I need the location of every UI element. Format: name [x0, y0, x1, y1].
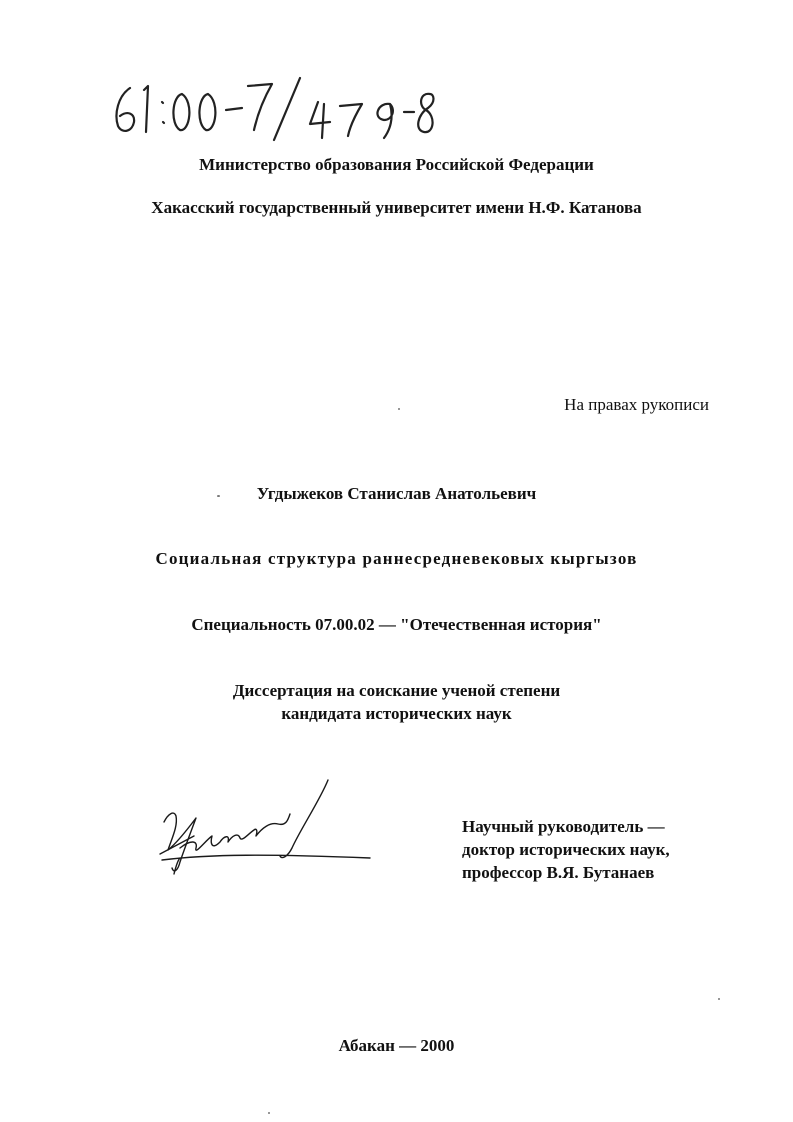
university-name: Хакасский государственный университет имени Н.Ф. Катанова	[151, 198, 642, 217]
dissertation-title: Социальная структура раннесредневековых кыргызов	[155, 549, 638, 568]
specialty-line: Специальность 07.00.02 — "Отечественная история"	[191, 615, 602, 634]
signature	[150, 770, 380, 880]
supervisor-line-3: профессор В.Я. Бутанаев	[462, 863, 655, 882]
author-name: Угдыжеков Станислав Анатольевич	[256, 484, 537, 503]
city-year: Абакан — 2000	[338, 1036, 455, 1055]
handwritten-archive-number	[108, 74, 438, 146]
manuscript-rights-note: На правах рукописи	[564, 395, 709, 414]
scan-speck	[398, 408, 400, 410]
scan-speck	[217, 495, 220, 497]
scan-speck	[718, 998, 720, 1000]
degree-line-1: Диссертация на соискание ученой степени	[232, 681, 561, 700]
degree-line-2: кандидата исторических наук	[281, 704, 512, 723]
scan-speck	[268, 1112, 270, 1114]
ministry-name: Министерство образования Российской Федерации	[199, 155, 594, 174]
supervisor-line-2: доктор исторических наук,	[462, 840, 670, 859]
supervisor-line-1: Научный руководитель —	[462, 817, 665, 836]
supervisor-block	[462, 815, 670, 884]
